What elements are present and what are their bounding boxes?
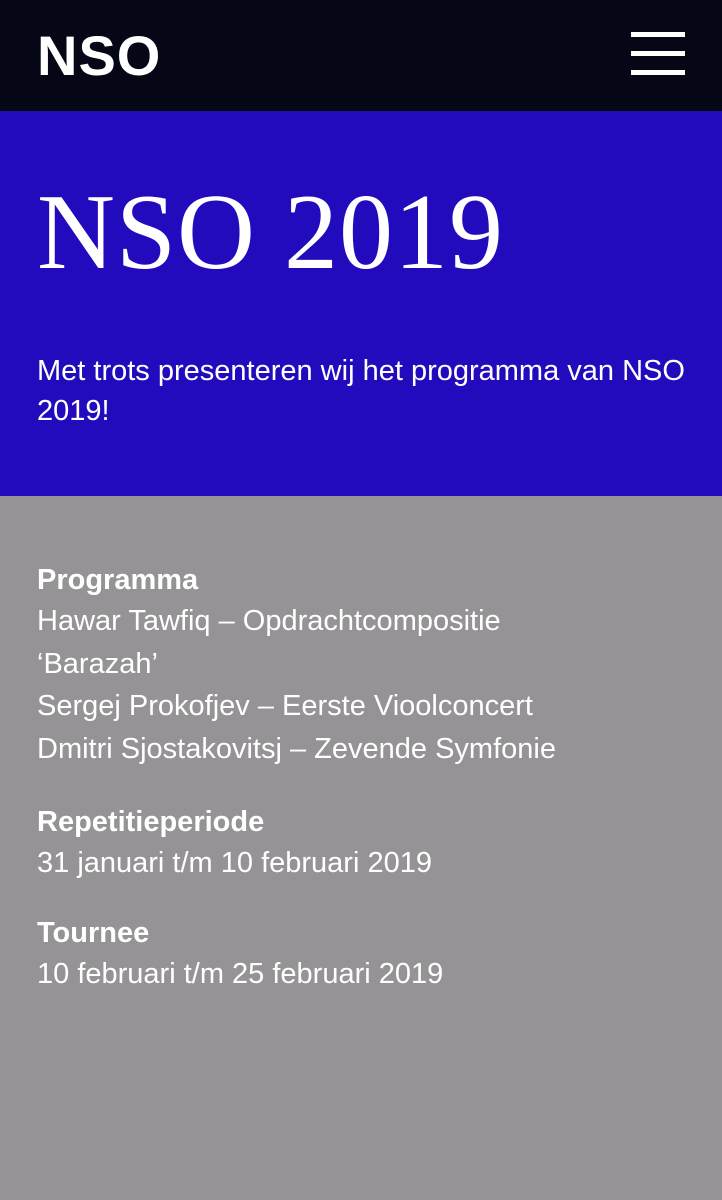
hero-intro-text: Met trots presenteren wij het programma van NSO 2019! [37,355,685,427]
nso-logo[interactable]: NSO [37,24,162,87]
repetitieperiode-heading: Repetitieperiode [37,806,265,838]
repetitieperiode-section [37,802,707,885]
programma-section [37,560,707,770]
tournee-dates: 10 februari t/m 25 februari 2019 [37,957,444,990]
menu-icon-bar [631,70,685,75]
repetitieperiode-dates: 31 januari t/m 10 februari 2019 [37,847,432,879]
menu-icon-bar [631,32,685,37]
program-details [37,560,707,995]
menu-button[interactable] [628,30,688,78]
program-line: ‘Barazah’ [37,647,158,680]
menu-icon-bar [631,51,685,56]
top-bar [0,0,722,111]
program-line: Sergej Prokofjev – Eerste Vioolconcert [37,690,533,722]
program-line: Dmitri Sjostakovitsj – Zevende Symfonie [37,732,556,765]
page-title: NSO 2019 [37,173,505,292]
programma-heading: Programma [37,564,199,596]
tournee-heading: Tournee [37,916,150,949]
program-line: Hawar Tawfiq – Opdrachtcompositie [37,605,501,637]
hero-banner [0,111,722,496]
tournee-section [37,913,707,996]
